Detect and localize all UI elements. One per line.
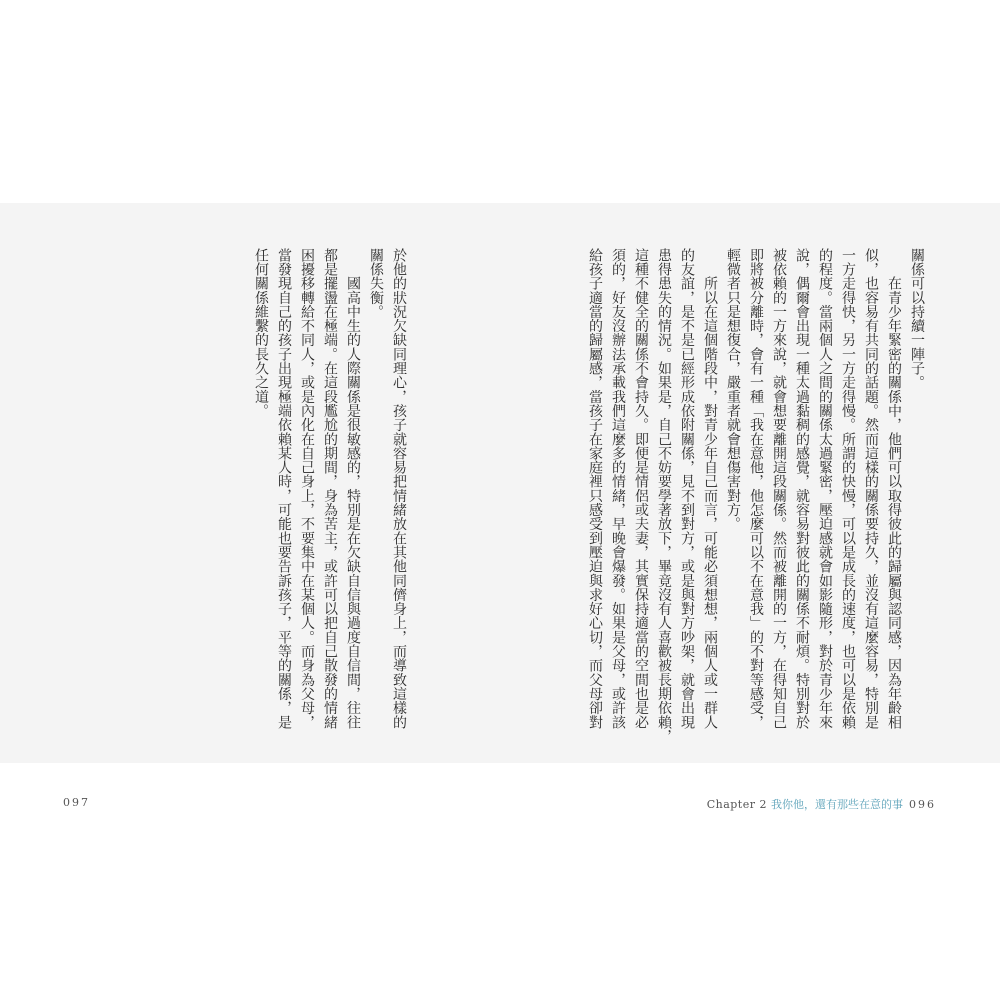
text-column: 說，偶爾會出現一種太過黏稠的感覺，就容易對彼此的關係不耐煩。特別對於 xyxy=(794,248,810,730)
text-column: 困擾移轉給不同人，或是內化在自己身上，不要集中在某個人。而身為父母， xyxy=(299,248,315,730)
text-column: 似，也容易有共同的話題。然而這樣的關係要持久，並沒有這麼容易，特別是 xyxy=(863,248,879,730)
left-page-text xyxy=(249,248,410,729)
text-column: 都是擺盪在極端。在這段尷尬的期間，身為苦主，或許可以把自己散發的情緒 xyxy=(322,248,338,730)
text-column: 這種不健全的關係不會持久。即便是情侶或夫妻，其實保持適當的空間也是必 xyxy=(633,248,649,730)
text-column: 國高中生的人際關係是很敏感的，特別是在欠缺自信與過度自信間，往往 xyxy=(345,248,361,730)
text-column: 任何關係維繫的長久之道。 xyxy=(253,248,269,418)
right-page-footer xyxy=(707,796,936,812)
text-column: 即將被分離時，會有一種「我在意他，他怎麼可以不在意我」的不對等感受， xyxy=(748,248,764,730)
chapter-title: 我你他，還有那些在意的事 xyxy=(771,798,903,811)
text-column: 在青少年緊密的關係中，他們可以取得彼此的歸屬與認同感，因為年齡相 xyxy=(886,248,902,730)
text-column: 關係可以持續一陣子。 xyxy=(909,248,925,390)
text-column: 關係失衡。 xyxy=(368,248,384,319)
chapter-label: Chapter 2 xyxy=(706,798,767,811)
text-column: 患得患失的情況。如果是，自己不妨要學著放下，畢竟沒有人喜歡被長期依賴， xyxy=(656,248,672,744)
left-page-number: 097 xyxy=(63,796,90,809)
text-column: 於他的狀況欠缺同理心，孩子就容易把情緒放在其他同儕身上，而導致這樣的 xyxy=(391,248,407,730)
text-column: 輕微者只是想復合，嚴重者就會想傷害對方。 xyxy=(725,248,741,531)
right-page-number: 096 xyxy=(909,798,936,811)
text-column: 當發現自己的孩子出現極端依賴某人時，可能也要告訴孩子，平等的關係，是 xyxy=(276,248,292,730)
text-column: 的友誼，是不是已經形成依附關係，見不到對方，或是與對方吵架，就會出現 xyxy=(679,248,695,730)
right-page-text xyxy=(583,248,928,743)
text-column: 的程度。當兩個人之間的關係太過緊密，壓迫感就會如影隨形，對於青少年來 xyxy=(817,248,833,730)
text-column: 所以在這個階段中，對青少年自己而言，可能必須想想，兩個人或一群人 xyxy=(702,248,718,730)
text-column: 給孩子適當的歸屬感，當孩子在家庭裡只感受到壓迫與求好心切，而父母卻對 xyxy=(587,248,603,730)
text-column: 須的，好友沒辦法承載我們這麼多的情緒，早晚會爆發。如果是父母，或許該 xyxy=(610,248,626,730)
text-column: 一方走得快，另一方走得慢。所謂的快慢，可以是成長的速度，也可以是依賴 xyxy=(840,248,856,730)
text-column: 被依賴的一方來說，就會想要離開這段關係。然而被離開的一方，在得知自己 xyxy=(771,248,787,730)
